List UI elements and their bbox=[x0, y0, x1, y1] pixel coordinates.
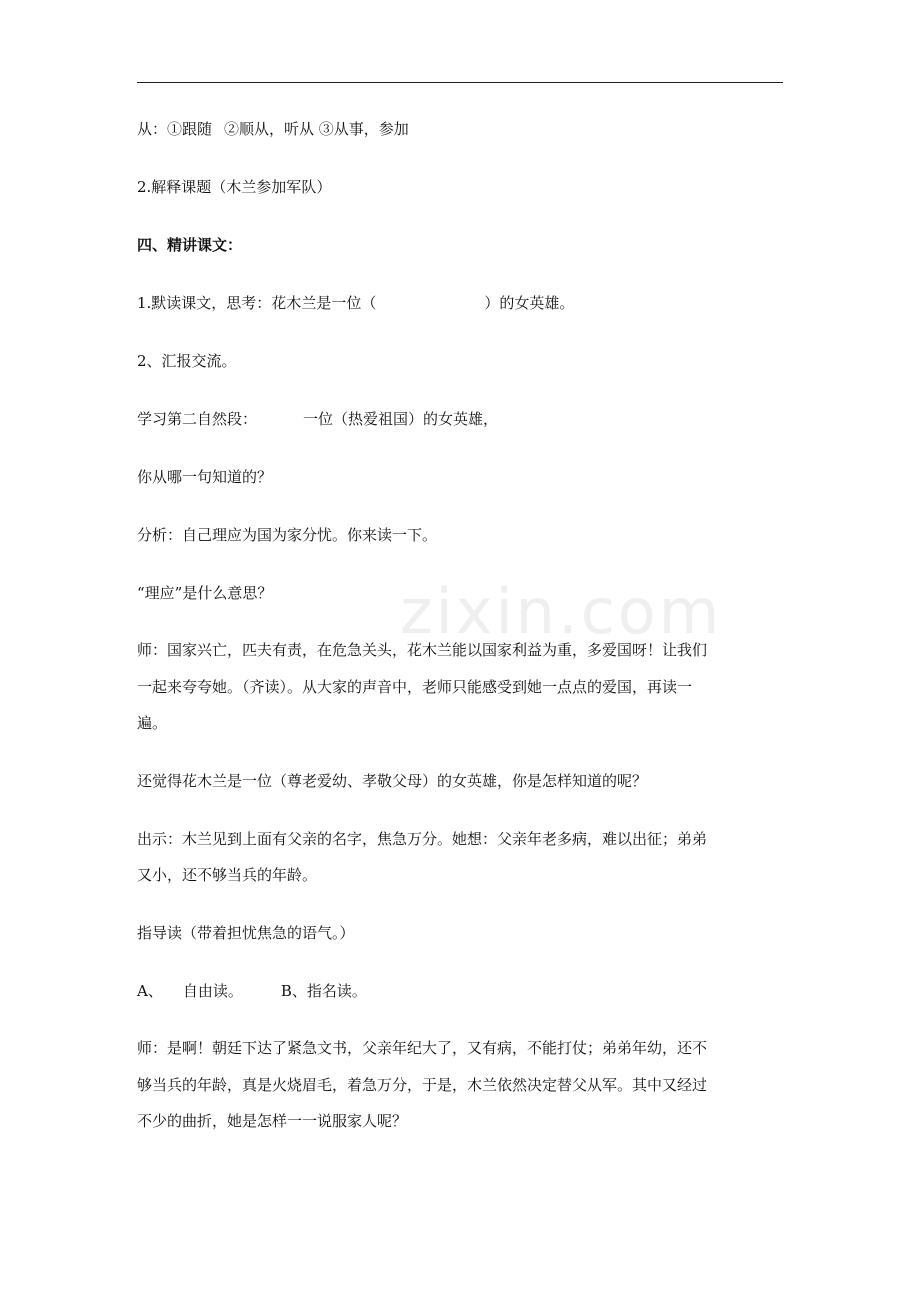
paragraph-teacher2-line1: 师：是啊！朝廷下达了紧急文书，父亲年纪大了，又有病，不能打仗；弟弟年幼，还不 bbox=[137, 1039, 708, 1057]
paragraph-analysis: 分析：自己理应为国为家分忧。你来读一下。 bbox=[137, 526, 438, 544]
text-segment: 学习第二自然段： bbox=[137, 410, 258, 428]
paragraph-reading-options bbox=[137, 984, 367, 999]
paragraph-definition bbox=[137, 122, 409, 137]
paragraph-teacher-line2: 一起来夸夸她。（齐读）。从大家的声音中，老师只能感受到她一点点的爱国，再读一 bbox=[137, 678, 693, 696]
header-rule bbox=[137, 82, 783, 83]
paragraph-show-line1: 出示：木兰见到上面有父亲的名字，焦急万分。她想：父亲年老多病，难以出征；弟弟 bbox=[137, 830, 708, 848]
text-segment: ）的女英雄。 bbox=[484, 294, 575, 312]
paragraph-teacher2-line2: 够当兵的年龄，真是火烧眉毛，着急万分，于是，木兰依然决定替父从军。其中又经过 bbox=[137, 1076, 708, 1094]
text-segment: 自由读。 bbox=[182, 982, 243, 1000]
text-segment: B、指名读。 bbox=[280, 982, 367, 1000]
text-segment: ②顺从，听从 ③从事，参加 bbox=[224, 120, 409, 138]
paragraph-meaning: “理应”是什么意思？ bbox=[137, 584, 273, 602]
paragraph-which-sentence: 你从哪一句知道的？ bbox=[137, 468, 273, 486]
paragraph-guided-reading: 指导读（带着担忧焦急的语气。） bbox=[137, 924, 355, 942]
text-segment: 一位（热爱祖国）的女英雄， bbox=[303, 410, 499, 428]
paragraph-question bbox=[137, 296, 574, 311]
section-heading: 四、精讲课文： bbox=[137, 236, 243, 254]
watermark: zixin.com bbox=[400, 575, 723, 648]
paragraph-report: 2、汇报交流。 bbox=[137, 352, 237, 370]
text-segment: 1.默读课文，思考：花木兰是一位（ bbox=[137, 294, 377, 312]
paragraph-teacher2-line3: 不少的曲折，她是怎样一一说服家人呢？ bbox=[137, 1112, 408, 1130]
paragraph-second-section bbox=[137, 412, 498, 427]
paragraph-filial: 还觉得花木兰是一位（尊老爱幼、孝敬父母）的女英雄，你是怎样知道的呢？ bbox=[137, 772, 648, 790]
paragraph-teacher-line1: 师：国家兴亡，匹夫有责，在危急关头，花木兰能以国家利益为重，多爱国呀！让我们 bbox=[137, 641, 708, 659]
text-segment: 从：①跟随 bbox=[137, 120, 213, 138]
text-segment: A、 bbox=[137, 982, 163, 1000]
paragraph-teacher-line3: 遍。 bbox=[137, 714, 168, 732]
paragraph-title-explanation: 2.解释课题（木兰参加军队） bbox=[137, 178, 332, 196]
paragraph-show-line2: 又小，还不够当兵的年龄。 bbox=[137, 866, 318, 884]
